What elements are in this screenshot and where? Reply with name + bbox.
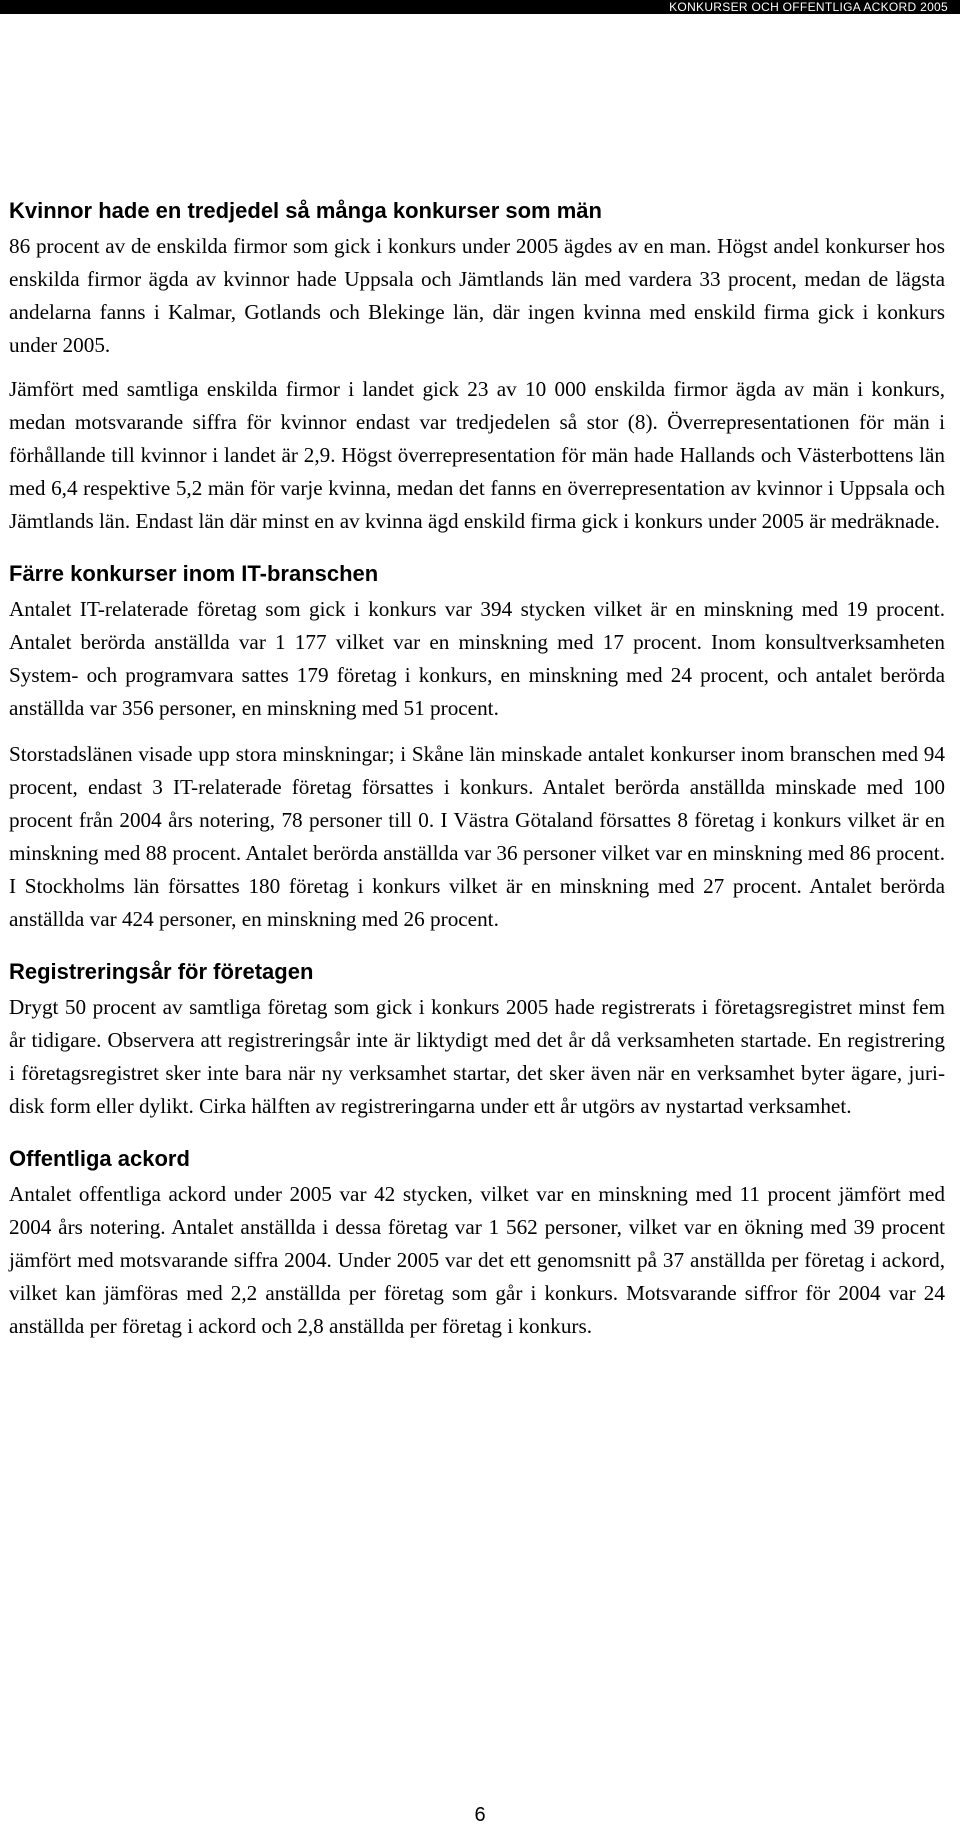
paragraph: Drygt 50 procent av samtliga företag som gick i konkurs 2005 hade registrerats i företagsregistret minst fem år tidigare. Observera att registreringsår inte är liktydigt med det år då verksamheten startade. En registrering i företagsregistret sker inte bara när ny verksamhet startar, det sker även när en verksamhet byter ägare, juridisk form eller dylikt. Cirka hälften av registreringarna under ett år utgörs av nystartad verksamhet. (9, 995, 945, 1118)
section-it-sector (9, 559, 945, 936)
section-heading: Kvinnor hade en tredjedel så många konkurser som män (9, 198, 602, 223)
document-body (9, 196, 945, 1356)
running-header (0, 0, 960, 14)
section-heading: Registreringsår för företagen (9, 959, 314, 984)
paragraph: Jämfört med samtliga enskilda firmor i landet gick 23 av 10 000 enskilda firmor ägda av män i konkurs, medan motsvarande siffra för kvinnor endast var tredjedelen så stor (8). Överrepresentationen för män i förhållande till kvinnor i landet är 2,9. Högst överrepresentation för män hade Hallands och Västerbottens län med 6,4 respektive 5,2 män för varje kvinna, medan det fanns en överrepresentation av kvinnor i Uppsala och Jämtlands län. Endast län där minst en av kvinna ägd enskild firma gick i konkurs under 2005 är medräknade. (9, 377, 945, 533)
section-public-composition (9, 1144, 945, 1343)
paragraph: 86 procent av de enskilda firmor som gick i konkurs under 2005 ägdes av en man. Högst andel konkurser hos enskilda firmor ägda av kvinnor hade Uppsala och Jämtlands län med vardera 33 procent, medan de lägsta andelarna fanns i Kalmar, Gotlands och Blekinge län, där ingen kvinna med enskild firma gick i konkurs under 2005. (9, 234, 945, 357)
paragraph: Antalet offentliga ackord under 2005 var 42 stycken, vilket var en minskning med 11 procent jämfört med 2004 års notering. Antalet anställda i dessa företag var 1 562 personer, vilket var en ökning med 39 procent jämfört med motsvarande siffra 2004. Under 2005 var det ett genomsnitt på 37 anställda per företag i ackord, vilket kan jämföras med 2,2 anställda per företag som går i konkurs. Motsvarande siffror för 2004 var 24 anställda per företag i ackord och 2,8 anställda per företag i konkurs. (9, 1182, 945, 1338)
section-heading: Offentliga ackord (9, 1146, 190, 1171)
section-registration-year (9, 957, 945, 1123)
section-heading: Färre konkurser inom IT-branschen (9, 561, 379, 586)
paragraph: Antalet IT-relaterade företag som gick i konkurs var 394 stycken vilket är en minskning med 19 procent. Antalet berörda anställda var 1 177 vilket var en minskning med 17 procent. Inom konsultverksamheten System- och programvara sattes 179 företag i konkurs, en minskning med 24 procent, och antalet berörda anställda var 356 personer, en minskning med 51 procent. (9, 597, 945, 720)
paragraph: Storstadslänen visade upp stora minskningar; i Skåne län minskade antalet konkurser inom branschen med 94 procent, endast 3 IT-relaterade företag försattes i konkurs. Antalet berörda anställda minskade med 100 procent från 2004 års notering, 78 personer till 0. I Västra Götaland försattes 8 företag i konkurs vilket är en minskning med 88 procent. Antalet berörda anställda var 36 personer vilket var en minskning med 86 procent. I Stockholms län försattes 180 företag i konkurs vilket är en minskning med 27 procent. Antalet berörda anställda var 424 personer, en minskning med 26 procent. (9, 742, 945, 931)
section-women-bankruptcies (9, 196, 945, 538)
page-number: 6 (474, 1804, 486, 1826)
running-header-title: KONKURSER OCH OFFENTLIGA ACKORD 2005 (669, 0, 948, 14)
